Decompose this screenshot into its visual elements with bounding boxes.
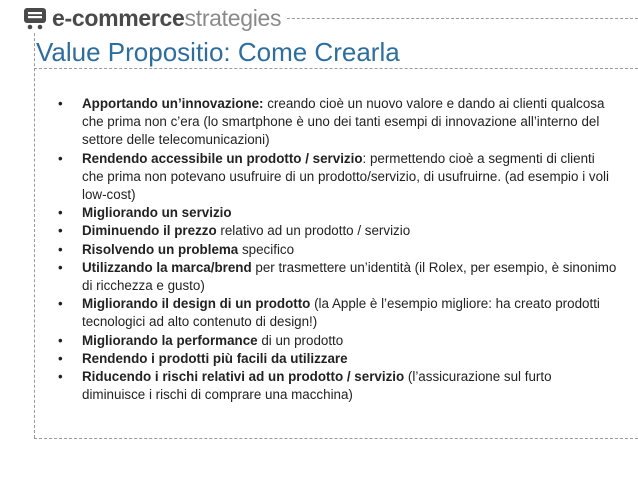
bullet-bold: Migliorando un servizio	[82, 205, 232, 221]
bullet-text: (la Apple è l’esempio migliore: ha creato prodotti tecnologici ad alto contenuto di design!)	[82, 296, 600, 330]
brand-logo-part2: strategies	[184, 5, 282, 31]
bullet-text: specifico	[238, 241, 295, 257]
bullet-list	[58, 95, 618, 404]
bullet-bold: Rendendo i prodotti più facili da utilizzare	[82, 350, 348, 366]
bullet-item	[58, 350, 618, 368]
bullet-item	[58, 150, 618, 205]
frame-bottom-border	[34, 438, 638, 439]
bullet-text: (l’assicurazione sul furto diminuisce i rischi di comprare una macchina)	[82, 369, 552, 403]
bullet-item	[58, 241, 618, 259]
bullet-bold: Migliorando il design di un prodotto	[82, 296, 311, 312]
bullet-text: per trasmettere un’identità (il Rolex, per esempio, è sinonimo di ricchezza e gusto)	[82, 259, 617, 294]
title-divider	[34, 68, 638, 69]
bullet-item	[58, 95, 618, 150]
bullet-text: relativo ad un prodotto / servizio	[216, 223, 411, 239]
bullet-text: di un prodotto	[257, 332, 344, 348]
bullet-item	[58, 368, 618, 404]
bullet-item	[58, 259, 618, 295]
bullet-bold: Risolvendo un problema	[82, 241, 239, 257]
bullet-item	[58, 295, 618, 331]
bullet-bold: Apportando un’innovazione:	[82, 96, 264, 111]
frame-top-border	[262, 18, 638, 19]
bullet-item	[58, 222, 618, 240]
bullet-text: : permettendo cioè a segmenti di clienti che prima non potevano usufruire di un prodotto/servizio, di usufruirne. (ad esempio i voli low-cost)	[82, 150, 609, 203]
bullet-bold: Rendendo accessibile un prodotto / servizio	[82, 150, 363, 166]
bullet-item	[58, 204, 618, 222]
bullet-text: creando cioè un nuovo valore e dando ai clienti qualcosa che prima non c’era (lo smartphone è uno dei tanti esempi di innovazione all’interno del settore delle telecomunicazioni)	[82, 96, 605, 148]
frame-left-border	[34, 18, 35, 438]
bullet-bold: Utilizzando la marca/brend	[82, 259, 252, 275]
bullet-bold: Riducendo i rischi relativi ad un prodotto / servizio	[82, 369, 405, 385]
bullet-bold: Diminuendo il prezzo	[82, 223, 217, 239]
bullet-item	[58, 332, 618, 350]
brand-logo-part1: e-commerce	[52, 5, 185, 31]
bullet-bold: Migliorando la performance	[82, 332, 258, 348]
brand-logo	[22, 4, 287, 32]
slide-title: Value Propositio: Come Crearla	[36, 37, 400, 67]
brand-logo-text	[52, 4, 281, 32]
shopping-cart-icon	[22, 6, 48, 30]
